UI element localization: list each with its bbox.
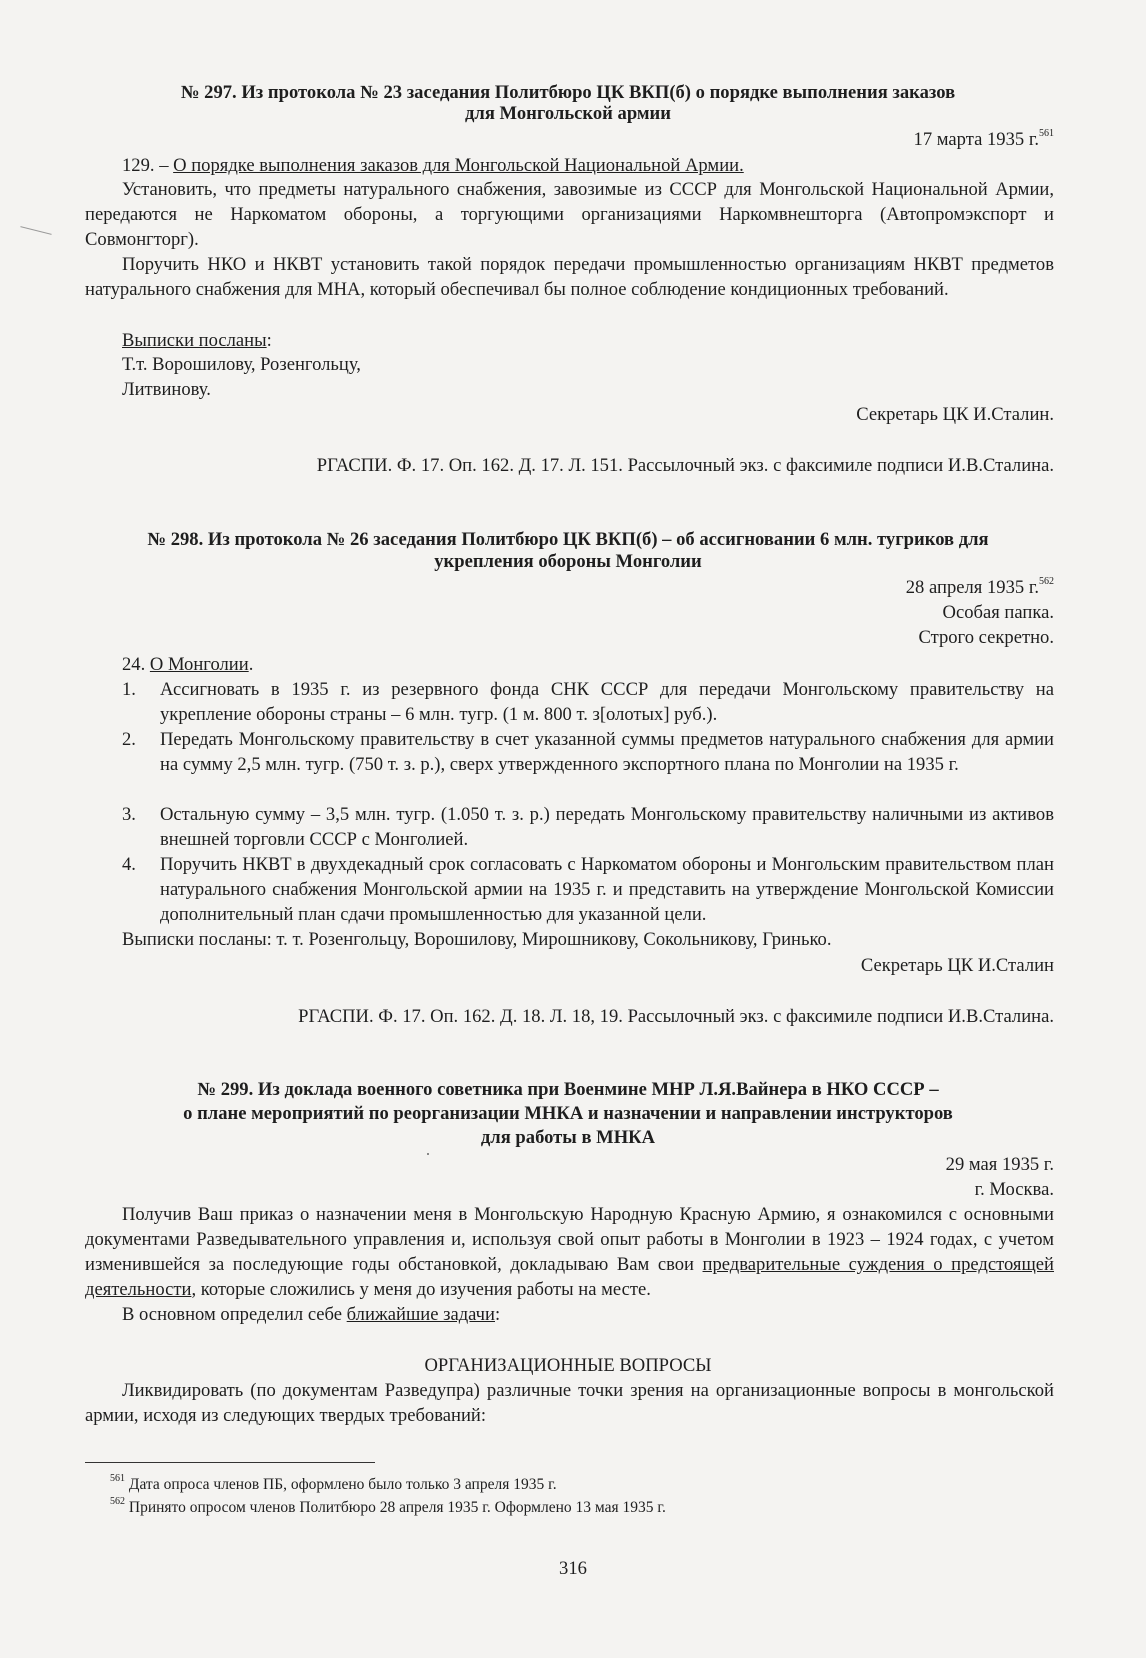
doc298-title-line1: № 298. Из протокола № 26 заседания Политбюро ЦК ВКП(б) – об ассигновании 6 млн. тугриков для (147, 529, 989, 550)
doc299-title-line1: № 299. Из доклада военного советника при Военмине МНР Л.Я.Вайнера в НКО СССР – (197, 1079, 939, 1100)
doc298-archive-reference: РГАСПИ. Ф. 17. Оп. 162. Д. 18. Л. 18, 19. Рассылочный экз. с факсимиле подписи И.В.Сталина. (298, 1006, 1054, 1027)
doc299-paragraph-1: Получив Ваш приказ о назначении меня в Монгольскую Народную Красную Армию, я ознакомился с основными документами Разведывательного управления и, используя свой опыт работы в Монголии в 1923 – 1924 годах, с учетом изменившейся за последующие годы обстановкой, докладываю Вам свои предварительные суждения о предстоящей деятельности, которые сложились у меня до изучения работы на месте. (85, 1204, 1055, 1300)
footnote-separator (85, 1462, 375, 1463)
footnote-ref-561[interactable]: 561 (1039, 127, 1054, 139)
doc298-point-4-text: Поручить НКВТ в двухдекадный срок согласовать с Наркоматом обороны и Монгольским правительством план натурального снабжения Монгольской армии на 1935 г. и представить на утверждение Монгольской Комиссии дополнительный план сдачи промышленностью для указанной цели. (160, 854, 1054, 925)
footnote-561: $^{561}$ Дата опроса членов ПБ, оформлено было только 3 апреля 1935 г. (110, 1472, 557, 1493)
doc298-secrecy-mark: Строго секретно. (918, 627, 1054, 648)
doc299-section-heading: ОРГАНИЗАЦИОННЫЕ ВОПРОСЫ (424, 1355, 712, 1376)
scan-artifact-line (20, 226, 51, 235)
doc297-title-line1: № 297. Из протокола № 23 заседания Политбюро ЦК ВКП(б) о порядке выполнения заказов (180, 82, 956, 103)
doc299-paragraph-2: В основном определил себе ближайшие задачи: (122, 1304, 501, 1325)
doc298-point-4-number: 4. (122, 854, 136, 875)
page-number: 316 (559, 1558, 587, 1579)
doc297-distribution-line2: Литвинову. (122, 379, 211, 400)
doc297-title-line2: для Монгольской армии (465, 103, 671, 124)
doc298-signature: Секретарь ЦК И.Сталин (860, 955, 1054, 976)
doc299-paragraph-3: Ликвидировать (по документам Разведупра) различные точки зрения на организационные вопросы в монгольской армии, исходя из следующих твердых требований: (85, 1380, 1054, 1426)
doc298-item-heading: 24. О Монголии. (122, 654, 254, 675)
doc298-special-folder: Особая папка. (942, 602, 1054, 623)
footnote-ref-562[interactable]: 562 (1039, 575, 1054, 587)
doc298-point-2-text: Передать Монгольскому правительству в счет указанной суммы предметов натурального снабжения для армии на сумму 2,5 млн. тугр. (750 т. з. р.), сверх утвержденного экспортного плана по Монголии на 1935 г. (160, 729, 1054, 775)
doc297-signature: Секретарь ЦК И.Сталин. (856, 404, 1054, 425)
doc298-point-2-number: 2. (122, 729, 136, 750)
doc298-distribution: Выписки посланы: т. т. Розенгольцу, Ворошилову, Мирошникову, Сокольникову, Гринько. (122, 929, 832, 950)
doc298-date: 28 апреля 1935 г.$^{562}$ (905, 575, 1054, 598)
doc299-place: г. Москва. (974, 1179, 1054, 1200)
doc297-date: 17 марта 1935 г.$^{561}$ (913, 127, 1054, 150)
doc299-title-line3: для работы в МНКА (480, 1127, 656, 1148)
doc297-paragraph-1: Установить, что предметы натурального снабжения, завозимые из СССР для Монгольской Национальной Армии, передаются не Наркоматом обороны, а торгующими организациями Наркомвнешторга (Автопромэкспорт и Совмонгторг). (85, 179, 1054, 250)
doc298-point-3-number: 3. (122, 804, 136, 825)
footnote-562: $^{562}$ Принято опросом членов Политбюро 28 апреля 1935 г. Оформлено 13 мая 1935 г. (110, 1495, 666, 1516)
doc299-date: 29 мая 1935 г. (945, 1154, 1054, 1175)
doc297-item-heading: 129. – О порядке выполнения заказов для Монгольской Национальной Армии. (122, 155, 744, 176)
doc298-point-1-text: Ассигновать в 1935 г. из резервного фонда СНК СССР для передачи Монгольскому правительству на укрепление обороны страны – 6 млн. тугр. (1 м. 800 т. з[олотых] руб.). (160, 679, 1054, 725)
doc297-distribution-label: Выписки посланы: (122, 330, 272, 351)
doc299-title-line2: о плане мероприятий по реорганизации МНКА и назначении и направлении инструкторов (183, 1103, 953, 1124)
doc297-distribution-line1: Т.т. Ворошилову, Розенгольцу, (122, 354, 361, 375)
scan-artifact-dot (427, 1153, 429, 1155)
doc298-point-3-text: Остальную сумму – 3,5 млн. тугр. (1.050 т. з. р.) передать Монгольскому правительству наличными из активов внешней торговли СССР с Монголией. (160, 804, 1054, 850)
doc297-paragraph-2: Поручить НКО и НКВТ установить такой порядок передачи промышленностью организациям НКВТ предметов натурального снабжения для МНА, который обеспечивал бы полное соблюдение кондиционных требований. (85, 254, 1054, 300)
doc297-archive-reference: РГАСПИ. Ф. 17. Оп. 162. Д. 17. Л. 151. Рассылочный экз. с факсимиле подписи И.В.Сталина. (316, 455, 1054, 476)
doc298-title-line2: укрепления обороны Монголии (434, 551, 702, 572)
doc298-point-1-number: 1. (122, 679, 136, 700)
